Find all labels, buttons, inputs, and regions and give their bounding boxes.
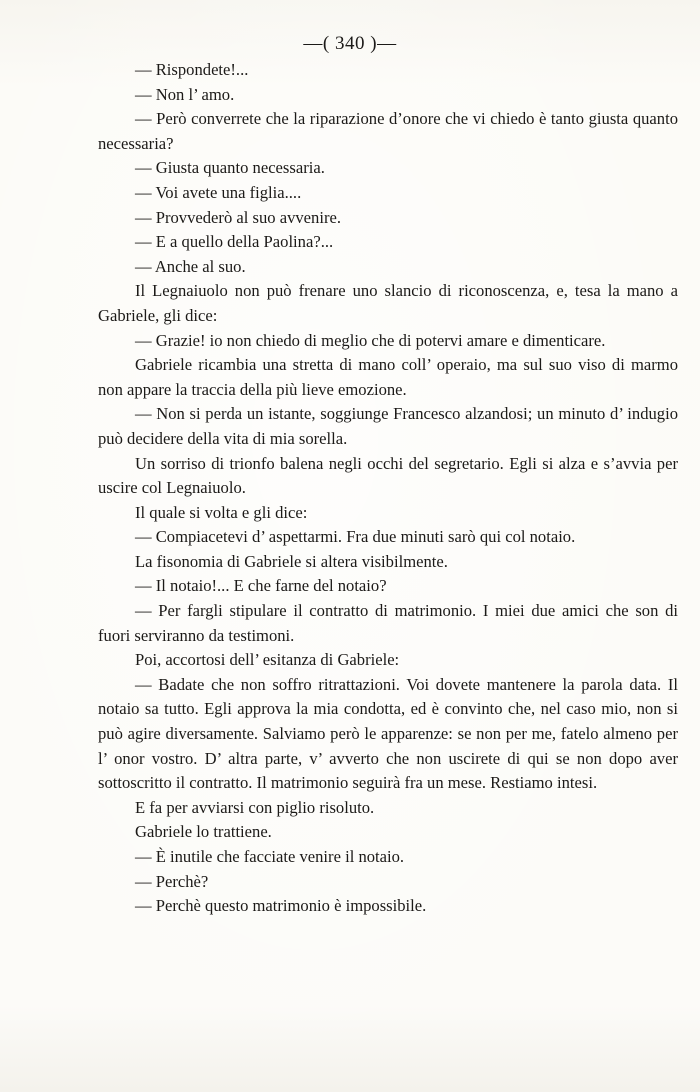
paragraph: La fisonomia di Gabriele si altera visibilmente.: [135, 551, 448, 571]
paragraph: — Compiacetevi d’ aspettarmi. Fra due minuti sarò qui col notaio.: [135, 527, 576, 547]
paragraph: — Il notaio!... E che farne del notaio?: [135, 576, 387, 596]
paragraph: Gabriele lo trattiene.: [135, 822, 272, 842]
paragraph: — Badate che non soffro ritrattazioni. Voi dovete mantenere la parola data. Il notaio sa tutto. Egli approva la mia condotta, ed è convinto che, nel caso mio, non si può agire diversamente. Salviamo però le apparenze: se non per me, fatelo almeno per l’ onor vostro. D’ altra parte, v’ avverto che non uscirete di qui se non dopo aver sottoscritto il contratto. Il matrimonio seguirà fra un mese. Restiamo intesi.: [98, 674, 678, 793]
paragraph: — Provvederò al suo avvenire.: [135, 207, 341, 227]
paragraph: — È inutile che facciate venire il notaio.: [135, 847, 405, 866]
paragraph: — Non l’ amo.: [135, 84, 235, 104]
paragraph: — Perchè?: [135, 871, 209, 891]
paragraph: — Però converrete che la riparazione d’onore che vi chiedo è tanto giusta quanto necessaria?: [98, 109, 678, 153]
paragraph: E fa per avviarsi con piglio risoluto.: [135, 797, 375, 817]
page-body: [98, 58, 678, 919]
paragraph: Il quale si volta e gli dice:: [135, 502, 308, 522]
paragraph: Un sorriso di trionfo balena negli occhi del segretario. Egli si alza e s’avvia per uscire col Legnaiuolo.: [98, 453, 678, 498]
paragraph: Gabriele ricambia una stretta di mano coll’ operaio, ma sul suo viso di marmo non appare la traccia della più lieve emozione.: [98, 355, 678, 399]
paragraph: — Grazie! io non chiedo di meglio che di potervi amare e dimenticare.: [135, 330, 606, 350]
paragraph: — Anche al suo.: [135, 256, 246, 276]
page-number: —( 340 )—: [303, 33, 397, 54]
paragraph: — Perchè questo matrimonio è impossibile.: [135, 896, 427, 916]
paragraph: Poi, accortosi dell’ esitanza di Gabriele:: [135, 650, 400, 670]
paragraph: — Rispondete!...: [135, 60, 249, 79]
paragraph: — E a quello della Paolina?...: [135, 232, 334, 252]
paragraph: Il Legnaiuolo non può frenare uno slancio di riconoscenza, e, tesa la mano a Gabriele, gli dice:: [98, 281, 678, 325]
paragraph: — Giusta quanto necessaria.: [135, 158, 325, 178]
paragraph: — Non si perda un istante, soggiunge Francesco alzandosi; un minuto d’ indugio può decidere della vita di mia sorella.: [98, 404, 678, 448]
paragraph: — Voi avete una figlia....: [135, 182, 302, 202]
paragraph: — Per fargli stipulare il contratto di matrimonio. I miei due amici che son di fuori serviranno da testimoni.: [98, 601, 678, 645]
